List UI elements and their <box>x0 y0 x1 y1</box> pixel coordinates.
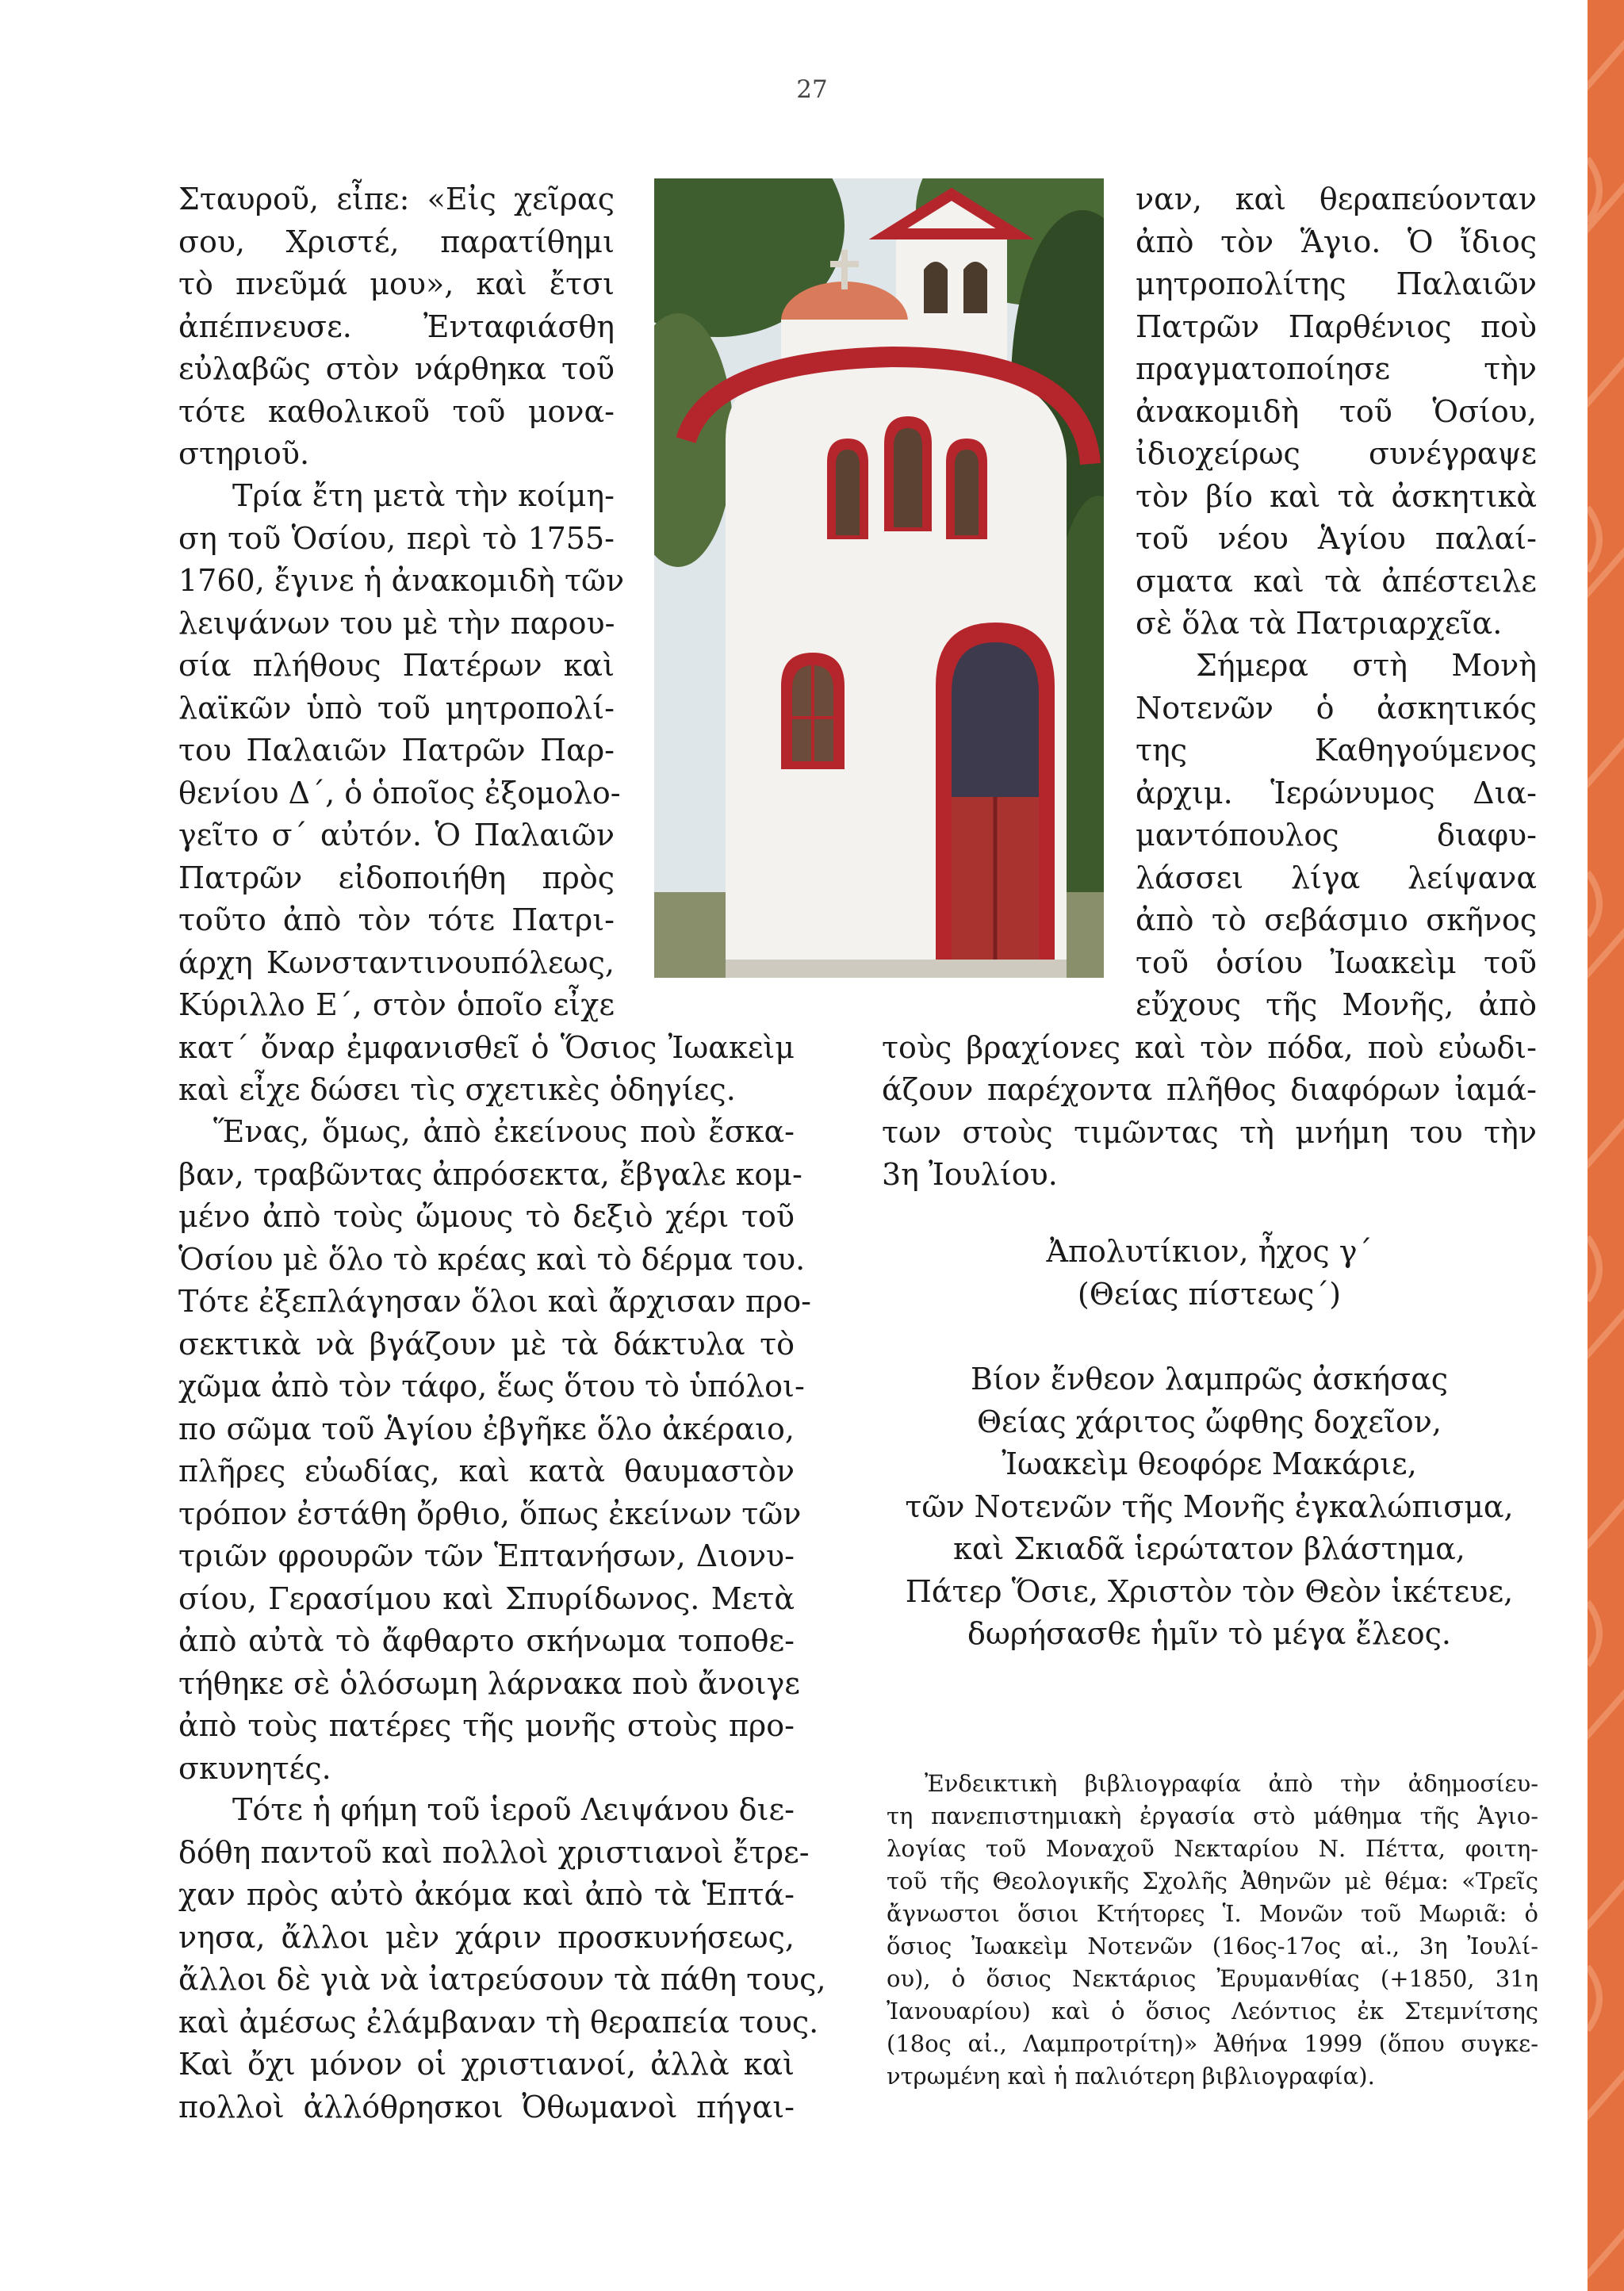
left-paragraph-3-line: Ὁσίου μὲ ὅλο τὸ κρέας καὶ τὸ δέρμα του. <box>178 1241 806 1277</box>
hymn-subheading: (Θείας πίστεως΄) <box>1077 1276 1342 1312</box>
right-paragraph-1-line: πραγματοποίησε τὴν <box>1136 351 1537 386</box>
left-paragraph-2-line: σία πλήθους Πατέρων καὶ <box>178 648 615 683</box>
page-number: 27 <box>796 75 828 104</box>
right-paragraph-1 <box>1136 178 1537 646</box>
left-paragraph-3 <box>178 1111 811 1790</box>
left-paragraph-1 <box>178 178 615 476</box>
left-paragraph-4-line: καὶ ἀμέσως ἐλάμβαναν τὴ θεραπεία τους. <box>178 2004 819 2040</box>
right-paragraph-1-line: σὲ ὅλα τὰ Πατριαρχεῖα. <box>1136 606 1503 641</box>
footnote-line: λογίας τοῦ Μοναχοῦ Νεκταρίου Ν. Πέττα, φοιτη- <box>887 1835 1538 1862</box>
right-paragraph-2-line: της Καθηγούμενος <box>1136 733 1537 768</box>
right-paragraph-2-line: λάσσει λίγα λείψανα <box>1136 860 1537 895</box>
left-paragraph-3-line: σεκτικὰ νὰ βγάζουν μὲ τὰ δάκτυλα τὸ <box>178 1326 795 1362</box>
right-paragraph-2-line: ἀπὸ τὸ σεβάσμιο σκῆνος <box>1136 902 1537 937</box>
right-paragraph-1-line: ναν, καὶ θεραπεύονταν <box>1136 182 1537 216</box>
right-paragraph-1-line: ἀνακομιδὴ τοῦ Ὁσίου, <box>1136 393 1537 429</box>
bibliography-footnote <box>887 1768 1538 2093</box>
left-paragraph-3-line: χῶμα ἀπὸ τὸν τάφο, ἕως ὅτου τὸ ὑπόλοι- <box>178 1369 805 1404</box>
hymn-verses <box>882 1358 1537 1656</box>
footnote-line: τη πανεπιστημιακὴ ἐργασία στὸ μάθημα τῆς Ἁγιο- <box>887 1803 1538 1829</box>
left-paragraph-3-line: τρόπον ἐστάθη ὄρθιο, ὅπως ἐκείνων τῶν <box>178 1496 802 1531</box>
right-paragraph-2-line: τοὺς βραχίονες καὶ τὸν πόδα, ποὺ εὐωδι- <box>882 1029 1537 1065</box>
left-paragraph-1-line: εὐλαβῶς στὸν νάρθηκα τοῦ <box>178 351 615 386</box>
left-paragraph-1-line: τὸ πνεῦμά μου», καὶ ἔτσι <box>178 266 615 301</box>
left-paragraph-2-line: Κύριλλο Ε΄, στὸν ὁποῖο εἶχε <box>178 987 615 1022</box>
left-paragraph-2-line: Τρία ἔτη μετὰ τὴν κοίμη- <box>232 478 615 513</box>
hymn-verse-line: Βίον ἔνθεον λαμπρῶς ἀσκήσας <box>970 1362 1449 1396</box>
right-paragraph-2-line: εὔχους τῆς Μονῆς, ἀπὸ <box>1136 987 1537 1022</box>
left-paragraph-3-line: ἀπὸ τοὺς πατέρες τῆς μονῆς στοὺς προ- <box>178 1708 795 1743</box>
left-paragraph-1-line: Σταυροῦ, εἶπε: «Εἰς χεῖρας <box>178 182 615 216</box>
left-paragraph-4-line: χαν πρὸς αὐτὸ ἀκόμα καὶ ἀπὸ τὰ Ἑπτά- <box>178 1877 795 1912</box>
left-paragraph-2-line: λαϊκῶν ὑπὸ τοῦ μητροπολί- <box>178 690 615 726</box>
left-paragraph-1-line: στηριοῦ. <box>178 436 310 471</box>
left-paragraph-3-line: τήθηκε σὲ ὁλόσωμη λάρνακα ποὺ ἄνοιγε <box>178 1665 800 1701</box>
right-paragraph-1-line: τοῦ νέου Ἁγίου παλαί- <box>1136 521 1537 556</box>
right-paragraph-2-line: των στοὺς τιμῶντας τὴ μνήμη του τὴν <box>882 1114 1537 1150</box>
left-paragraph-4 <box>178 1789 826 2128</box>
left-paragraph-2-line: λειψάνων του μὲ τὴν παρου- <box>178 605 615 641</box>
footnote-line: (18ος αἰ., Λαμπροτρίτη)» Ἀθήνα 1999 (ὅπου συγκε- <box>887 2030 1538 2057</box>
right-paragraph-1-line: μητροπολίτης Παλαιῶν <box>1136 266 1537 301</box>
left-paragraph-3-line: τριῶν φρουρῶν τῶν Ἑπτανήσων, Διονυ- <box>178 1538 795 1573</box>
hymn-verse-line: Ἰωακεὶμ θεοφόρε Μακάριε, <box>1002 1446 1417 1481</box>
hymn-verse-line: δωρήσασθε ἡμῖν τὸ μέγα ἔλεος. <box>967 1616 1451 1651</box>
footnote-line: Ἐνδεικτικὴ βιβλιογραφία ἀπὸ τὴν ἀδημοσίευ- <box>925 1770 1538 1797</box>
left-paragraph-3-line: ἀπὸ αὐτὰ τὸ ἄφθαρτο σκήνωμα τοποθε- <box>178 1623 795 1658</box>
left-paragraph-2-line: ση τοῦ Ὁσίου, περὶ τὸ 1755- <box>178 520 615 556</box>
left-paragraph-1-line: σου, Χριστέ, παρατίθημι <box>178 224 615 259</box>
left-paragraph-3-line: Τότε ἐξεπλάγησαν ὅλοι καὶ ἄρχισαν προ- <box>178 1284 811 1319</box>
left-paragraph-1-line: τότε καθολικοῦ τοῦ μονα- <box>178 393 615 429</box>
left-paragraph-4-line: δόθη παντοῦ καὶ πολλοὶ χριστιανοὶ ἔτρε- <box>178 1834 810 1870</box>
hymn-verse-line: καὶ Σκιαδᾶ ἱερώτατον βλάστημα, <box>953 1531 1465 1566</box>
right-paragraph-2-line: Νοτενῶν ὁ ἀσκητικός <box>1136 690 1537 726</box>
left-paragraph-3-line: πλῆρες εὐωδίας, καὶ κατὰ θαυμαστὸν <box>178 1454 795 1488</box>
hymn-heading: Ἀπολυτίκιον, ἦχος γ΄ <box>1046 1234 1373 1269</box>
left-paragraph-4-line: πολλοὶ ἀλλόθρησκοι Ὀθωμανοὶ πήγαι- <box>178 2089 795 2124</box>
left-paragraph-2-line: θενίου Δ΄, ὁ ὁποῖος ἐξομολο- <box>178 775 621 810</box>
right-paragraph-2 <box>882 645 1537 1197</box>
hymn-verse-line: Πάτερ Ὅσιε, Χριστὸν τὸν Θεὸν ἱκέτευε, <box>905 1573 1514 1609</box>
hymn-heading-block <box>882 1231 1537 1316</box>
right-paragraph-2-line: ἀρχιμ. Ἱερώνυμος Δια- <box>1136 775 1537 810</box>
right-paragraph-2-line: μαντόπουλος διαφυ- <box>1136 818 1537 852</box>
left-paragraph-2-line: τοῦτο ἀπὸ τὸν τότε Πατρι- <box>178 902 615 937</box>
left-paragraph-3-line: βαν, τραβῶντας ἀπρόσεκτα, ἔβγαλε κομ- <box>178 1156 802 1192</box>
left-paragraph-3-line: πο σῶμα τοῦ Ἁγίου ἐβγῆκε ὅλο ἀκέραιο, <box>178 1411 795 1446</box>
right-paragraph-1-line: Πατρῶν Παρθένιος ποὺ <box>1136 308 1537 344</box>
footnote-line: ντρωμένη καὶ ἡ παλιότερη βιβλιογραφία). <box>887 2063 1375 2090</box>
left-paragraph-2-line: καὶ εἶχε δώσει τὶς σχετικὲς ὁδηγίες. <box>178 1072 736 1107</box>
left-paragraph-2-line: του Παλαιῶν Πατρῶν Παρ- <box>178 733 615 768</box>
left-paragraph-2-line: άρχη Κωνσταντινουπόλεως, <box>178 944 615 980</box>
right-paragraph-1-line: ἀπὸ τὸν Ἅγιο. Ὁ ἴδιος <box>1136 224 1537 259</box>
left-paragraph-3-line: σίου, Γερασίμου καὶ Σπυρίδωνος. Μετὰ <box>178 1580 795 1616</box>
footnote-line: ἄγνωστοι ὅσιοι Κτήτορες Ἱ. Μονῶν τοῦ Μωριᾶ: ὁ <box>887 1900 1538 1927</box>
left-paragraph-4-line: Καὶ ὄχι μόνον οἱ χριστιανοί, ἀλλὰ καὶ <box>178 2047 795 2082</box>
left-paragraph-4-line: νησα, ἄλλοι μὲν χάριν προσκυνήσεως, <box>178 1919 795 1955</box>
left-paragraph-3-line: μένο ἀπὸ τοὺς ὤμους τὸ δεξιὸ χέρι τοῦ <box>178 1199 795 1234</box>
left-paragraph-2-line: Πατρῶν εἰδοποιήθη πρὸς <box>178 860 615 895</box>
decorative-edge-band <box>1588 0 1624 2291</box>
left-paragraph-2-line: κατ΄ ὄναρ ἐμφανισθεῖ ὁ Ὅσιος Ἰωακεὶμ <box>178 1029 795 1065</box>
left-paragraph-2-line: γεῖτο σ΄ αὐτόν. Ὁ Παλαιῶν <box>178 818 615 852</box>
edge-band-pattern <box>1588 0 1624 2291</box>
left-paragraph-4-line: Τότε ἡ φήμη τοῦ ἱεροῦ Λειψάνου διε- <box>232 1792 795 1827</box>
right-paragraph-2-line: άζουν παρέχοντα πλῆθος διαφόρων ἰαμά- <box>882 1072 1537 1107</box>
right-paragraph-1-line: σματα καὶ τὰ ἀπέστειλε <box>1136 563 1537 599</box>
hymn-verse-line: Θείας χάριτος ὤφθης δοχεῖον, <box>977 1404 1442 1439</box>
left-paragraph-1-line: ἀπέπνευσε. Ἐνταφιάσθη <box>178 308 615 344</box>
right-paragraph-2-line: τοῦ ὁσίου Ἰωακεὶμ τοῦ <box>1136 944 1537 980</box>
right-paragraph-2-line: Σήμερα στὴ Μονὴ <box>1196 648 1537 683</box>
right-paragraph-1-line: τὸν βίο καὶ τὰ ἀσκητικὰ <box>1136 478 1537 514</box>
hymn-verse-line: τῶν Νοτενῶν τῆς Μονῆς ἐγκαλώπισμα, <box>905 1488 1514 1524</box>
left-paragraph-4-line: ἄλλοι δὲ γιὰ νὰ ἰατρεύσουν τὰ πάθη τους, <box>178 1962 826 1997</box>
left-paragraph-3-line: σκυνητές. <box>178 1750 331 1786</box>
footnote-line: ου), ὁ ὅσιος Νεκτάριος Ἐρυμανθίας (+1850, 31η <box>887 1965 1538 1992</box>
footnote-line: Ἰανουαρίου) καὶ ὁ ὅσιος Λεόντιος ἐκ Στεμνίτσης <box>887 1998 1538 2025</box>
footnote-line: ὅσιος Ἰωακεὶμ Νοτενῶν (16ος-17ος αἰ., 3η Ἰουλί- <box>887 1933 1538 1960</box>
right-paragraph-2-line: 3η Ἰουλίου. <box>882 1157 1058 1192</box>
left-paragraph-2-line: 1760, ἔγινε ἡ ἀνακομιδὴ τῶν <box>178 563 625 598</box>
right-paragraph-1-line: ἰδιοχείρως συνέγραψε <box>1136 436 1537 471</box>
footnote-line: τοῦ τῆς Θεολογικῆς Σχολῆς Ἀθηνῶν μὲ θέμα: «Τρεῖς <box>887 1868 1538 1894</box>
left-paragraph-3-line: Ἕνας, ὅμως, ἀπὸ ἐκείνους ποὺ ἔσκα- <box>213 1114 795 1149</box>
